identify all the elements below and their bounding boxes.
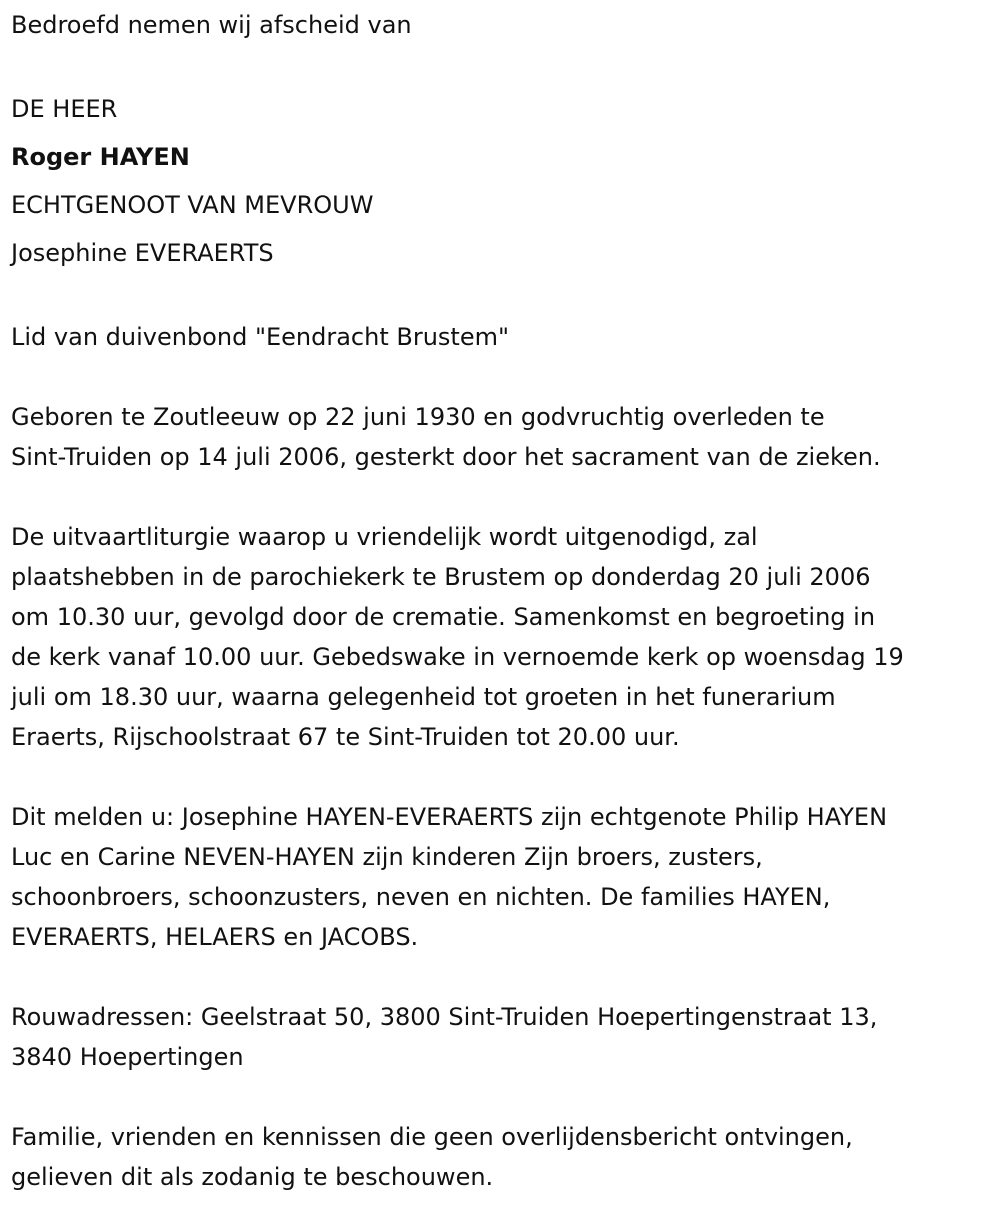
spacer [11,277,991,317]
paragraph-line: Sint-Truiden op 14 juli 2006, gesterkt door het sacrament van de zieken. [11,443,881,471]
spacer [11,357,991,397]
title-text: DE HEER [11,95,118,123]
spouse-name: Josephine EVERAERTS [11,239,274,267]
paragraph-line: Familie, vrienden en kennissen die geen overlijdensbericht ontvingen, [11,1123,853,1151]
spacer [11,1077,991,1117]
spacer [11,45,991,85]
membership-text: Lid van duivenbond "Eendracht Brustem" [11,323,510,351]
paragraph-line: De uitvaartliturgie waarop u vriendelijk wordt uitgenodigd, zal [11,523,758,551]
paragraph-line: 3840 Hoepertingen [11,1043,244,1071]
paragraph-line: EVERAERTS, HELAERS en JACOBS. [11,923,419,951]
deceased-name: Roger HAYEN [11,143,190,171]
spacer [11,957,991,997]
paragraph-line: plaatshebben in de parochiekerk te Brustem op donderdag 20 juli 2006 [11,563,871,591]
obituary-notice [11,5,991,1197]
spouse-label: ECHTGENOOT VAN MEVROUW [11,191,374,219]
paragraph-line: juli om 18.30 uur, waarna gelegenheid tot groeten in het funerarium [11,683,836,711]
paragraph-line: Rouwadressen: Geelstraat 50, 3800 Sint-Truiden Hoepertingenstraat 13, [11,1003,878,1031]
addresses-paragraph [11,997,991,1077]
paragraph-line: om 10.30 uur, gevolgd door de crematie. Samenkomst en begroeting in [11,603,876,631]
paragraph-line: de kerk vanaf 10.00 uur. Gebedswake in vernoemde kerk op woensdag 19 [11,643,904,671]
spacer [11,757,991,797]
spacer [11,477,991,517]
paragraph-line: Eraerts, Rijschoolstraat 67 te Sint-Truiden tot 20.00 uur. [11,723,680,751]
family-paragraph [11,797,991,957]
birth-death-paragraph [11,397,991,477]
paragraph-line: gelieven dit als zodanig te beschouwen. [11,1163,494,1191]
paragraph-line: Luc en Carine NEVEN-HAYEN zijn kinderen Zijn broers, zusters, [11,843,763,871]
paragraph-line: Dit melden u: Josephine HAYEN-EVERAERTS zijn echtgenote Philip HAYEN [11,803,888,831]
funeral-paragraph [11,517,991,757]
paragraph-line: Geboren te Zoutleeuw op 22 juni 1930 en godvruchtig overleden te [11,403,825,431]
paragraph-line: schoonbroers, schoonzusters, neven en nichten. De families HAYEN, [11,883,831,911]
intro-text: Bedroefd nemen wij afscheid van [11,11,412,39]
closing-paragraph [11,1117,991,1197]
